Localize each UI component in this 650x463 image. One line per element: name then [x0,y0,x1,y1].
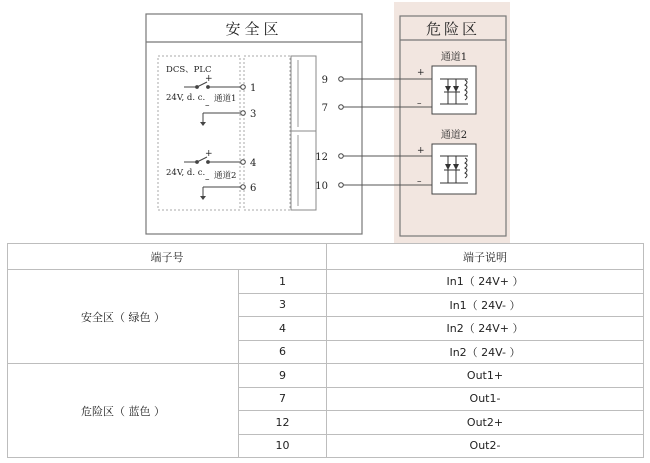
terminal-cell: 6 [239,340,327,364]
description-cell: In2（ 24V+ ） [327,317,644,341]
hazard-device-2 [432,144,476,194]
zone-cell-safe: 安全区（ 绿色 ） [8,270,239,364]
terminal-cell: 1 [239,270,327,294]
hazard-channel-1-label: 通道1 [440,52,468,63]
description-cell: Out2+ [327,411,644,435]
hazard-terminal-7: 7 [321,103,328,114]
terminal-table-wrapper [7,243,643,458]
hazard-device-1 [432,66,476,114]
voltage-label-2: 24V, d. c. [166,168,206,178]
description-cell: In1（ 24V- ） [327,293,644,317]
hazard-terminal-12: 12 [315,152,328,163]
hazard-zone-title: 危险区 [425,20,481,38]
safe-zone-box [146,14,362,234]
hazard-plus-1: + [417,68,425,78]
terminal-cell: 3 [239,293,327,317]
table-header-row [8,244,644,270]
terminal-table [7,243,644,458]
isolation-barrier [291,56,316,210]
hazard-terminal-10: 10 [315,181,328,192]
description-cell: Out2- [327,434,644,458]
hazard-terminal-9: 9 [321,75,328,86]
hazard-minus-2: – [417,177,422,187]
description-cell: In1（ 24V+ ） [327,270,644,294]
safe-zone-title: 安全区 [225,20,283,38]
terminal-cell: 12 [239,411,327,435]
header-terminal-description: 端子说明 [327,244,644,270]
channel-label-2: 通道2 [214,171,237,181]
plus-sign-2: + [205,149,213,159]
safe-terminal-1: 1 [250,83,257,94]
voltage-label-1: 24V, d. c. [166,93,206,103]
terminal-cell: 9 [239,364,327,388]
hazard-zone-background [394,2,510,243]
safe-terminal-3: 3 [250,109,257,120]
plus-sign-1: + [205,74,213,84]
terminal-cell: 4 [239,317,327,341]
description-cell: In2（ 24V- ） [327,340,644,364]
hazard-channel-2-label: 通道2 [440,130,468,141]
channel-label-1: 通道1 [214,94,237,104]
table-row [8,364,644,388]
safe-terminal-6: 6 [250,183,257,194]
table-row [8,270,644,294]
hazard-minus-1: – [417,99,422,109]
minus-sign-1: – [205,101,210,111]
minus-sign-2: – [205,175,210,185]
hazard-plus-2: + [417,146,425,156]
header-terminal-number: 端子号 [8,244,327,270]
terminal-cell: 7 [239,387,327,411]
zone-cell-hazard: 危险区（ 蓝色 ） [8,364,239,458]
safe-terminal-4: 4 [250,158,257,169]
source-label: DCS、PLC [166,65,212,75]
terminal-cell: 10 [239,434,327,458]
description-cell: Out1+ [327,364,644,388]
description-cell: Out1- [327,387,644,411]
